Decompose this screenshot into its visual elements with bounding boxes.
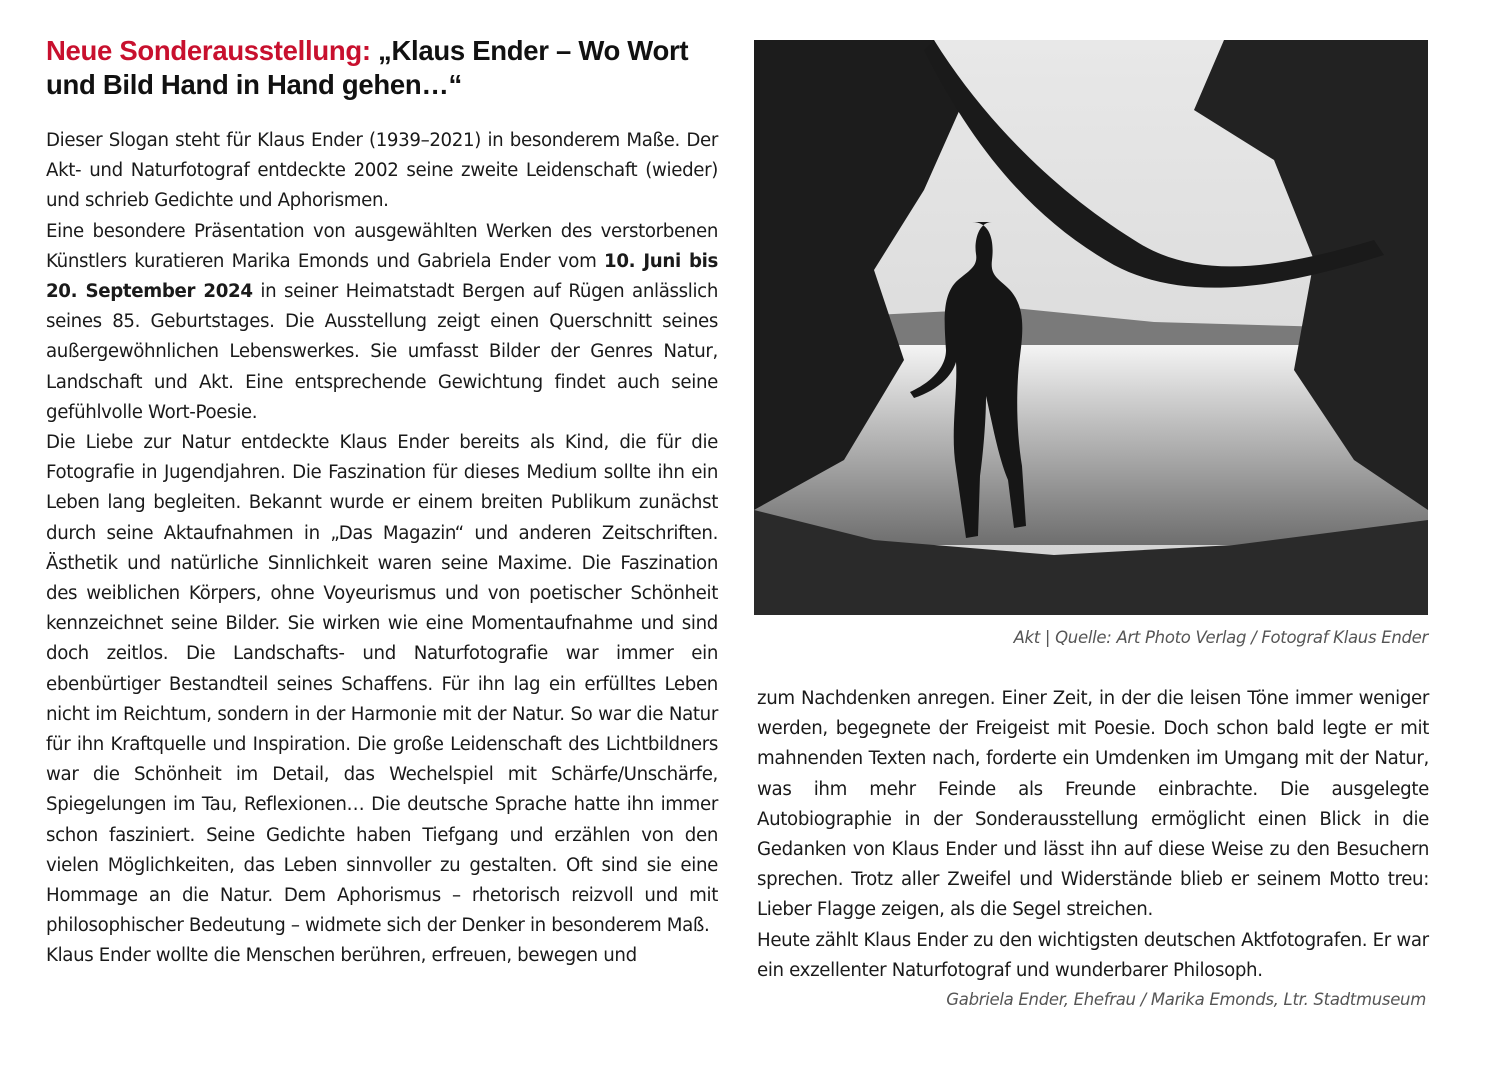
headline-kicker: Neue Sonderausstellung: xyxy=(46,35,371,66)
paragraph-exhibition xyxy=(46,217,718,428)
author-signature: Gabriela Ender, Ehefrau / Marika Emonds, Ltr. Stadtmuseum xyxy=(946,990,1426,1010)
photo-caption: Akt | Quelle: Art Photo Verlag / Fotograf Klaus Ender xyxy=(1013,628,1428,647)
paragraph-exhibition-lead: Eine besondere Präsentation von ausgewählten Werken des verstorbenen Künstlers kuratieren Marika Emonds und Gabriela Ender vom xyxy=(46,220,718,272)
right-text-column xyxy=(757,684,1429,1009)
nude-lake-photo xyxy=(754,40,1428,615)
paragraph-exhibition-rest: in seiner Heimatstadt Bergen auf Rügen anlässlich seines 85. Geburtstages. Die Ausstellung zeigt einen Querschnitt seines außergewöhnlichen Lebenswerkes. Sie umfasst Bilder der Genres Natur, Landschaft und Akt. Eine entsprechende Gewichtung findet auch seine gefühlvolle Wort-Poesie. xyxy=(46,281,718,423)
headline-title: „Klaus Ender – Wo Wort und Bild Hand in Hand gehen…“ xyxy=(46,35,689,100)
left-column xyxy=(46,34,718,972)
exhibition-dates: 10. Juni bis 20. September 2024 xyxy=(46,250,718,303)
paragraph-biography: Die Liebe zur Natur entdeckte Klaus Ender bereits als Kind, die für die Fotografie in Jugendjahren. Die Faszination für dieses Medium sollte ihn ein Leben lang begleiten. Bekannt wurde er einem breiten Publikum zunächst durch seine Aktaufnahmen in „Das Magazin“ und anderen Zeitschriften. Ästhetik und natürliche Sinnlichkeit waren seine Maxime. Die Faszination des weiblichen Körpers, ohne Voyeurismus und von poetischer Schönheit kennzeichnet seine Bilder. Sie wirken wie eine Momentaufnahme und sind doch zeitlos. Die Landschafts- und Naturfotografie war immer ein ebenbürtiger Bestandteil seines Schaffens. Für ihn lag ein erfülltes Leben nicht im Reichtum, sondern in der Harmonie mit der Natur. So war die Natur für ihn Kraftquelle und Inspiration. Die große Leidenschaft des Lichtbildners war die Schönheit im Detail, das Wechelspiel mit Schärfe/​Unschärfe, Spiegelungen im Tau, Reflexionen… Die deutsche Sprache hatte ihn immer schon fasziniert. Seine Gedichte haben Tiefgang und erzählen von den vielen Möglichkeiten, das Leben sinnvoller zu gestalten. Oft sind sie eine Hommage an die Natur. Dem Aphorismus – rhetorisch reizvoll und mit philosophischer Bedeutung – widmete sich der Denker in besonderem Maß. xyxy=(46,432,718,937)
article-headline xyxy=(46,34,718,102)
paragraph-closing-start: Klaus Ender wollte die Menschen berühren, erfreuen, bewegen und xyxy=(46,945,637,967)
paragraph-legacy: Heute zählt Klaus Ender zu den wichtigsten deutschen Aktfotografen. Er war ein exzellenter Naturfotograf und wunderbarer Philosoph. xyxy=(757,929,1429,981)
paragraph-closing-end: zum Nachdenken anregen. Einer Zeit, in der die leisen Töne immer weniger werden, begegnete der Freigeist mit Poesie. Doch schon bald legte er mit mahnenden Texten nach, forderte ein Umdenken im Umgang mit der Natur, was ihm mehr Feinde als Freunde einbrachte. Die ausgelegte Autobiographie in der Sonderausstellung ermöglicht einen Blick in die Gedanken von Klaus Ender und lässt ihn auf diese Weise zu den Besuchern sprechen. Trotz aller Zweifel und Widerstände blieb er seinem Motto treu: Lieber Flagge zeigen, als die Segel streichen. xyxy=(757,688,1429,921)
right-column xyxy=(754,40,1428,647)
paragraph-intro: Dieser Slogan steht für Klaus Ender (1939–2021) in besonderem Maße. Der Akt- und Naturfotograf entdeckte 2002 seine zweite Leidenschaft (wieder) und schrieb Gedichte und Aphorismen. xyxy=(46,130,718,212)
